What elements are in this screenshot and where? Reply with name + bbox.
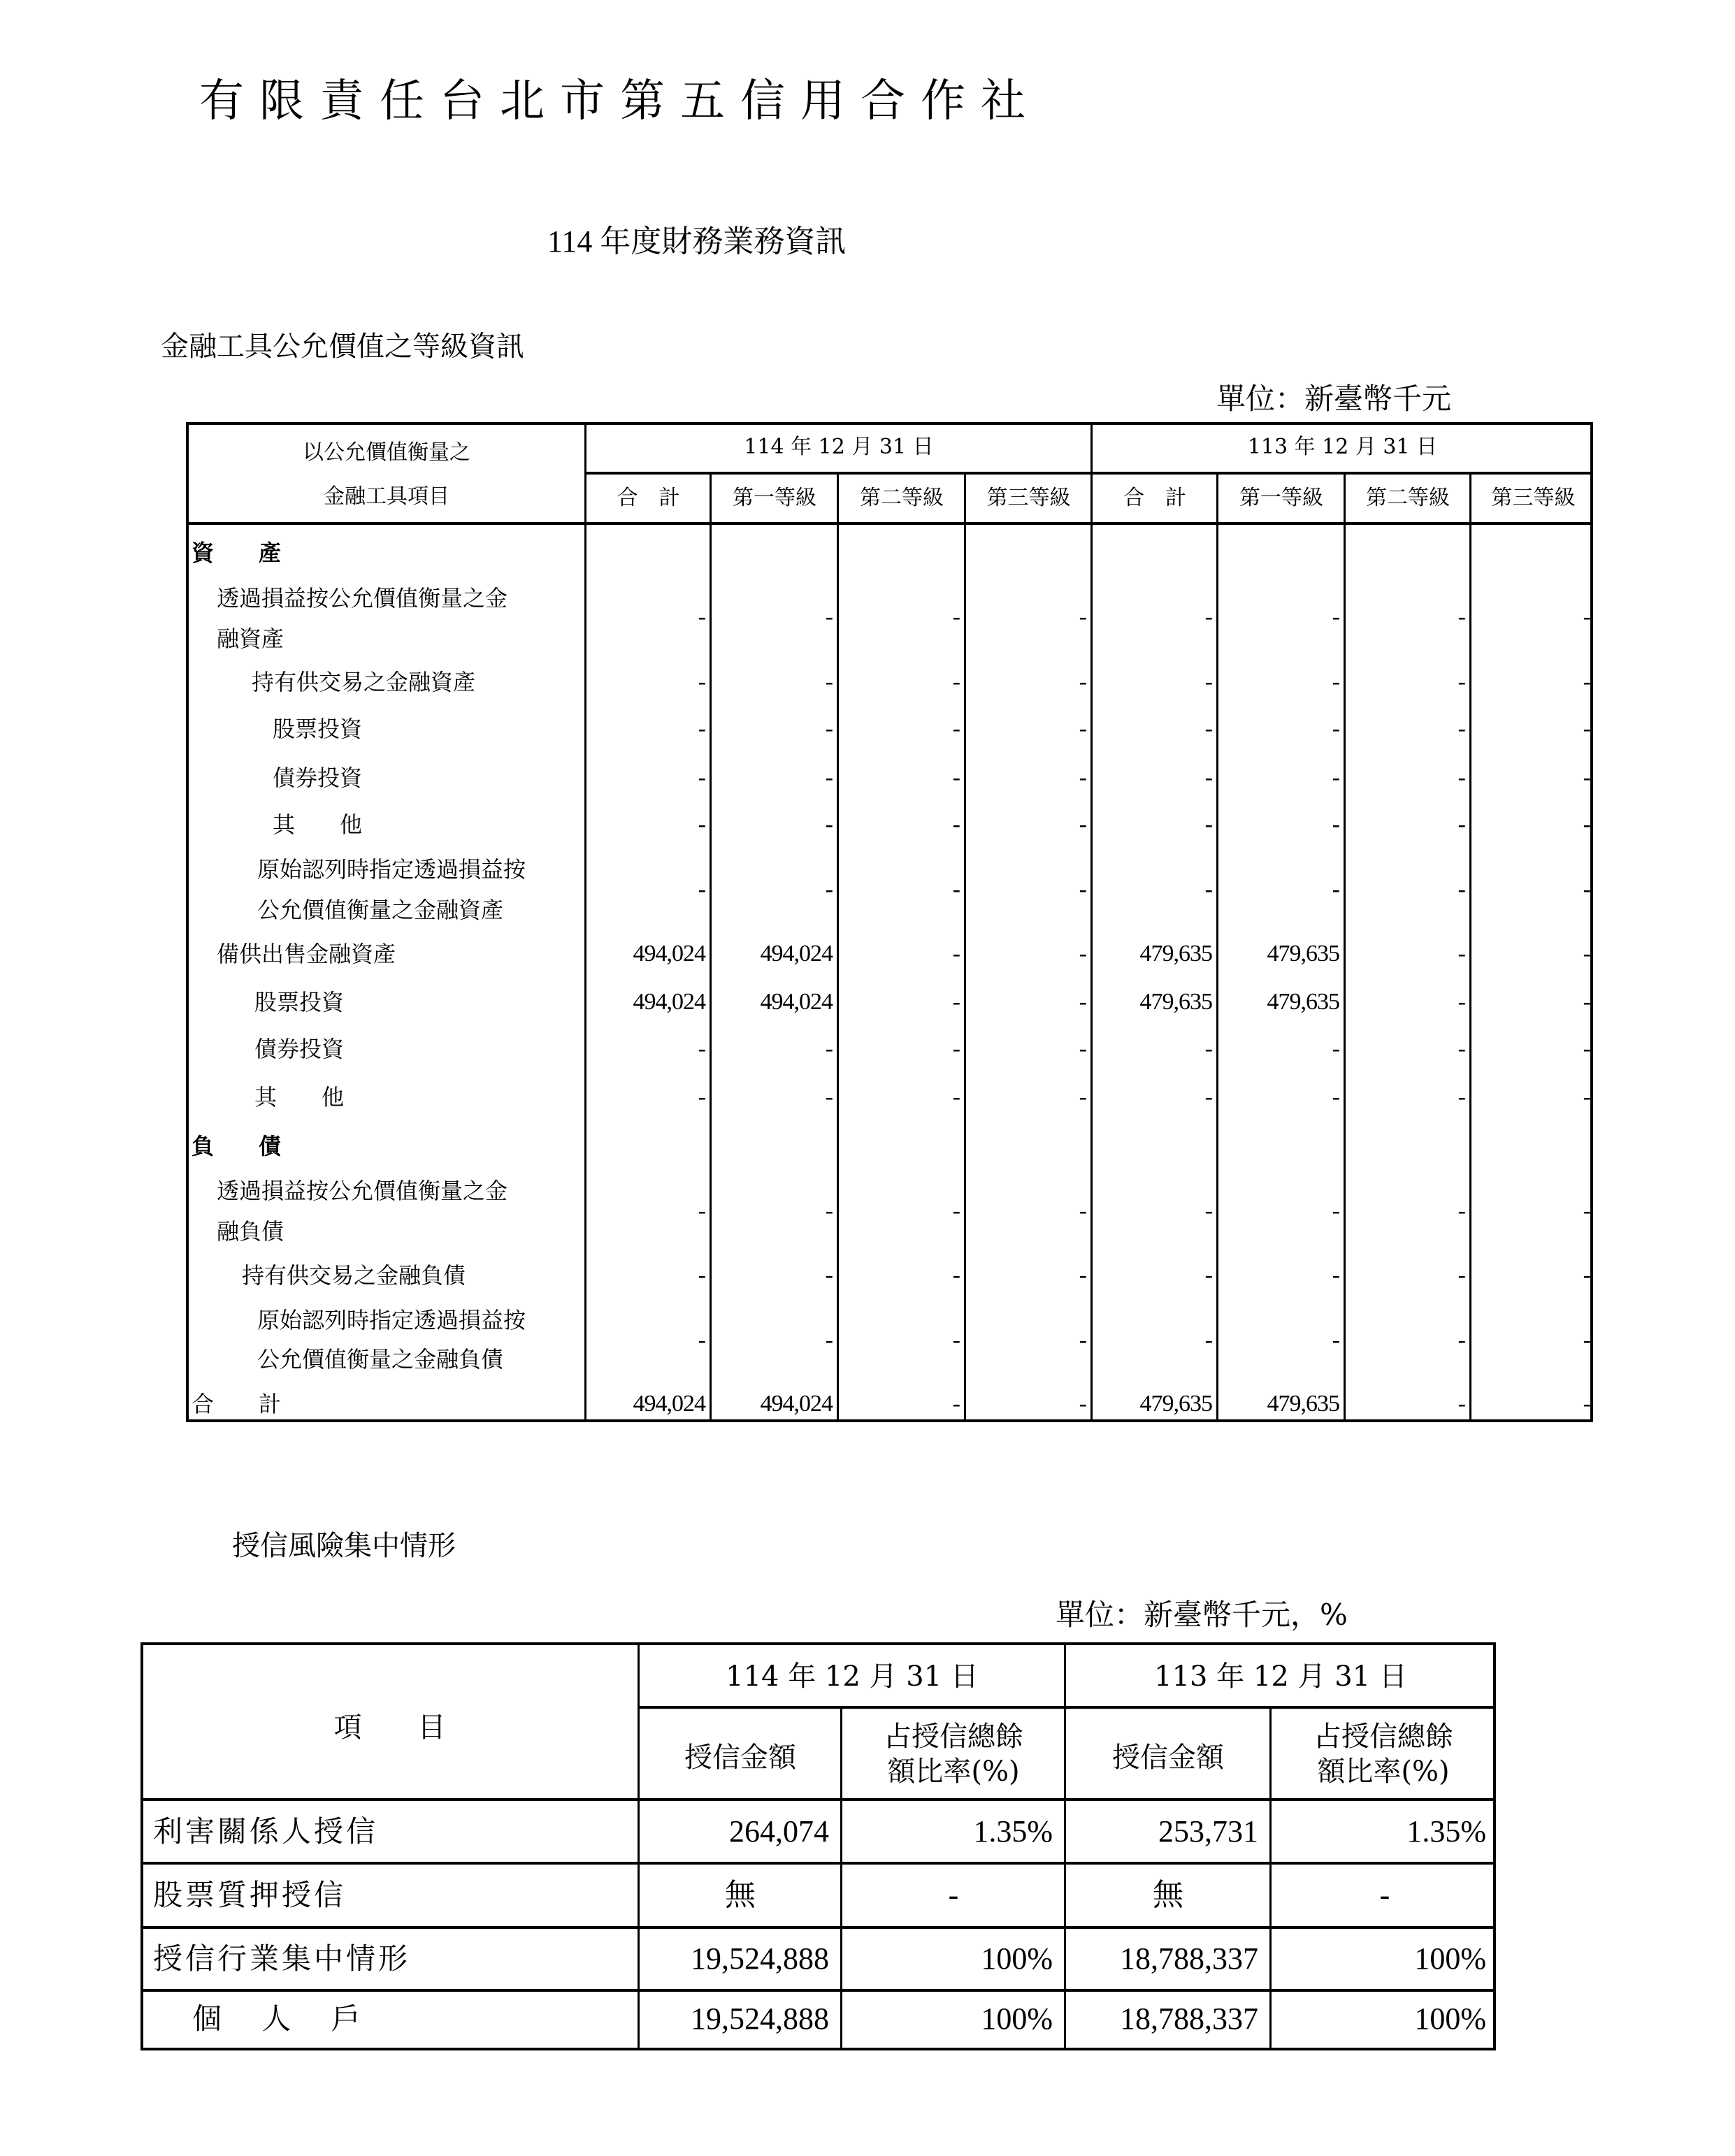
header-period-prior: 113 年 12 月 31 日 [1247, 435, 1438, 459]
value-cell: - [1204, 1198, 1212, 1224]
value-cell: - [698, 876, 705, 902]
value-cell: - [1457, 1327, 1465, 1353]
organization-title: 有限責任台北市第五信用合作社 [199, 75, 1041, 127]
value-cell: - [1583, 669, 1590, 695]
value-cell: - [1583, 1391, 1590, 1417]
value-cell: - [1079, 876, 1086, 902]
value-cell: - [1457, 669, 1465, 695]
credit-risk-unit: 單位：新臺幣千元，% [1056, 1598, 1348, 1632]
header-ratio-current-line1: 占授信總餘 [884, 1721, 1023, 1753]
value-cell: - [1583, 1084, 1590, 1110]
row-label: 原始認列時指定透過損益按 [257, 1307, 526, 1333]
value-cell: - [1332, 811, 1339, 837]
row-label: 透過損益按公允價值衡量之金 [217, 585, 508, 612]
value-cell: 494,024 [633, 989, 705, 1015]
fair-value-unit: 單位：新臺幣千元 [1216, 382, 1452, 416]
value-cell: - [1204, 811, 1212, 837]
value-cell: 1.35% [973, 1814, 1053, 1848]
header-subcolumn: 第三等級 [1491, 486, 1576, 510]
value-cell: - [698, 1198, 705, 1224]
value-cell: - [1332, 1327, 1339, 1353]
value-cell: - [1583, 765, 1590, 790]
value-cell: - [1332, 1084, 1339, 1110]
row-label: 透過損益按公允價值衡量之金 [217, 1178, 508, 1204]
value-cell: - [1457, 941, 1465, 967]
row-label: 負 債 [192, 1133, 282, 1159]
value-cell: - [698, 811, 705, 837]
value-cell: - [952, 1262, 960, 1288]
row-label: 融負債 [217, 1218, 285, 1245]
row-label: 利害關係人授信 [153, 1814, 379, 1848]
value-cell: - [1457, 1391, 1465, 1417]
value-cell: - [952, 1327, 960, 1353]
value-cell: 494,024 [760, 989, 833, 1015]
header-subcolumn: 第一等級 [733, 486, 816, 510]
value-cell: - [952, 989, 960, 1015]
value-cell: 100% [981, 1941, 1053, 1976]
value-cell: - [1204, 1327, 1212, 1353]
value-cell: - [825, 1036, 833, 1062]
value-cell: - [1457, 716, 1465, 741]
value-cell: - [1079, 604, 1086, 630]
row-label: 股票投資 [254, 989, 345, 1015]
value-cell: - [1583, 1198, 1590, 1224]
value-cell: - [825, 811, 833, 837]
value-cell: - [1079, 1262, 1086, 1288]
value-cell: - [1457, 765, 1465, 790]
value-cell: - [698, 716, 705, 741]
value-cell: 479,635 [1267, 941, 1339, 967]
row-label: 公允價值衡量之金融資產 [257, 897, 504, 923]
value-cell: - [952, 604, 960, 630]
value-cell: - [1079, 716, 1086, 741]
value-cell: - [1079, 669, 1086, 695]
value-cell: 264,074 [729, 1814, 829, 1848]
fair-value-table [186, 422, 1593, 1422]
row-label: 股票質押授信 [153, 1878, 347, 1912]
value-cell: - [1457, 604, 1465, 630]
row-label: 持有供交易之金融資產 [252, 669, 476, 695]
header-subcolumn: 合 計 [617, 486, 680, 510]
row-label: 資 產 [192, 540, 282, 566]
value-cell: - [952, 811, 960, 837]
value-cell: - [1332, 1036, 1339, 1062]
value-cell: - [698, 1327, 705, 1353]
row-label: 其 他 [273, 811, 363, 838]
value-cell: - [1583, 1327, 1590, 1353]
value-cell: - [952, 876, 960, 902]
row-divider [143, 1926, 1493, 1929]
value-cell: - [1332, 716, 1339, 741]
header-ratio-prior-line1: 占授信總餘 [1313, 1721, 1453, 1753]
value-cell: - [1332, 669, 1339, 695]
value-cell: - [948, 1878, 959, 1912]
row-label: 債券投資 [273, 765, 363, 791]
row-label: 個 人 戶 [192, 2002, 376, 2036]
value-cell: - [952, 669, 960, 695]
value-cell: 479,635 [1139, 1391, 1212, 1417]
value-cell: 100% [981, 2002, 1053, 2036]
value-cell: - [825, 716, 833, 741]
value-cell: 無 [1153, 1878, 1183, 1912]
value-cell: - [1457, 1198, 1465, 1224]
value-cell: 100% [1414, 2002, 1486, 2036]
value-cell: - [1583, 811, 1590, 837]
row-label: 公允價值衡量之金融負債 [257, 1346, 504, 1373]
value-cell: - [1079, 989, 1086, 1015]
fair-value-heading: 金融工具公允價值之等級資訊 [161, 331, 524, 363]
value-cell: - [952, 1198, 960, 1224]
value-cell: - [1332, 876, 1339, 902]
row-label: 債券投資 [254, 1036, 345, 1062]
value-cell: 479,635 [1267, 989, 1339, 1015]
value-cell: - [1332, 765, 1339, 790]
header-bottom-rule [143, 1798, 1493, 1801]
value-cell: 479,635 [1139, 989, 1212, 1015]
value-cell: - [1079, 1198, 1086, 1224]
value-cell: - [698, 765, 705, 790]
value-cell: 494,024 [760, 941, 833, 967]
header-bottom-rule [189, 522, 1590, 525]
value-cell: 479,635 [1139, 941, 1212, 967]
header-period-current: 114 年 12 月 31 日 [726, 1661, 979, 1693]
value-cell: - [825, 1262, 833, 1288]
header-subcolumn: 第二等級 [1366, 486, 1450, 510]
value-cell: - [1457, 811, 1465, 837]
value-cell: - [1204, 604, 1212, 630]
value-cell: 494,024 [633, 1391, 705, 1417]
value-cell: 479,635 [1267, 1391, 1339, 1417]
value-cell: - [1583, 1262, 1590, 1288]
value-cell: - [1332, 604, 1339, 630]
value-cell: 18,788,337 [1120, 1941, 1258, 1976]
row-label: 融資產 [217, 625, 285, 652]
value-cell: - [952, 941, 960, 967]
value-cell: - [952, 765, 960, 790]
value-cell: - [698, 1084, 705, 1110]
value-cell: - [825, 1198, 833, 1224]
value-cell: 100% [1414, 1941, 1486, 1976]
row-divider [143, 1862, 1493, 1865]
value-cell: - [1079, 1036, 1086, 1062]
value-cell: - [1379, 1878, 1390, 1912]
header-subcolumn: 合 計 [1123, 486, 1186, 510]
header-subcolumn: 第一等級 [1239, 486, 1323, 510]
row-label: 備供出售金融資產 [217, 941, 396, 967]
value-cell: - [1583, 941, 1590, 967]
value-cell: - [825, 669, 833, 695]
value-cell: - [698, 1262, 705, 1288]
value-cell: - [1079, 765, 1086, 790]
value-cell: - [825, 1327, 833, 1353]
value-cell: - [1457, 876, 1465, 902]
header-item-line2: 金融工具項目 [324, 484, 449, 509]
value-cell: 19,524,888 [691, 2002, 829, 2036]
value-cell: - [1583, 604, 1590, 630]
value-cell: - [1332, 1198, 1339, 1224]
value-cell: 19,524,888 [691, 1941, 829, 1976]
value-cell: - [825, 604, 833, 630]
row-divider [143, 1989, 1493, 1992]
header-ratio-current-line2: 額比率(%) [887, 1756, 1020, 1788]
value-cell: - [952, 1036, 960, 1062]
value-cell: 253,731 [1158, 1814, 1258, 1848]
value-cell: - [1079, 1391, 1086, 1417]
row-label: 原始認列時指定透過損益按 [257, 856, 526, 883]
value-cell: - [825, 765, 833, 790]
header-period-prior: 113 年 12 月 31 日 [1154, 1661, 1407, 1693]
credit-risk-table [141, 1642, 1496, 2050]
value-cell: - [1204, 1036, 1212, 1062]
value-cell: 494,024 [760, 1391, 833, 1417]
value-cell: - [1204, 1262, 1212, 1288]
value-cell: - [698, 1036, 705, 1062]
value-cell: 無 [725, 1878, 756, 1912]
value-cell: - [1457, 1036, 1465, 1062]
row-label: 合 計 [192, 1391, 282, 1417]
header-subcolumn: 第二等級 [860, 486, 944, 510]
value-cell: - [1204, 716, 1212, 741]
value-cell: 1.35% [1406, 1814, 1486, 1848]
value-cell: - [952, 716, 960, 741]
value-cell: - [698, 604, 705, 630]
value-cell: - [1204, 1084, 1212, 1110]
value-cell: - [698, 669, 705, 695]
header-item: 項 目 [333, 1712, 446, 1744]
row-label: 股票投資 [273, 716, 363, 742]
value-cell: - [1583, 876, 1590, 902]
header-item-line1: 以公允價值衡量之 [303, 440, 470, 465]
value-cell: - [952, 1084, 960, 1110]
header-divider [639, 1706, 1493, 1709]
header-amount-prior: 授信金額 [1112, 1742, 1224, 1774]
value-cell: - [1457, 989, 1465, 1015]
value-cell: 494,024 [633, 941, 705, 967]
header-divider [586, 472, 1590, 475]
header-amount-current: 授信金額 [684, 1742, 796, 1774]
value-cell: - [1583, 1036, 1590, 1062]
value-cell: - [1583, 989, 1590, 1015]
value-cell: - [825, 1084, 833, 1110]
value-cell: - [1457, 1084, 1465, 1110]
value-cell: - [1079, 1327, 1086, 1353]
header-period-current: 114 年 12 月 31 日 [744, 435, 934, 459]
report-subtitle: 114 年度財務業務資訊 [547, 224, 847, 259]
value-cell: - [1079, 1084, 1086, 1110]
header-subcolumn: 第三等級 [986, 486, 1071, 510]
value-cell: - [1204, 876, 1212, 902]
value-cell: - [1204, 669, 1212, 695]
row-label: 持有供交易之金融負債 [242, 1262, 466, 1289]
header-ratio-prior-line2: 額比率(%) [1317, 1756, 1450, 1788]
row-label: 授信行業集中情形 [153, 1941, 411, 1976]
row-label: 其 他 [254, 1084, 345, 1110]
credit-risk-heading: 授信風險集中情形 [232, 1530, 456, 1562]
value-cell: - [825, 876, 833, 902]
value-cell: - [1204, 765, 1212, 790]
value-cell: - [1583, 716, 1590, 741]
value-cell: - [1079, 941, 1086, 967]
value-cell: 18,788,337 [1120, 2002, 1258, 2036]
value-cell: - [1457, 1262, 1465, 1288]
value-cell: - [1079, 811, 1086, 837]
value-cell: - [1332, 1262, 1339, 1288]
value-cell: - [952, 1391, 960, 1417]
